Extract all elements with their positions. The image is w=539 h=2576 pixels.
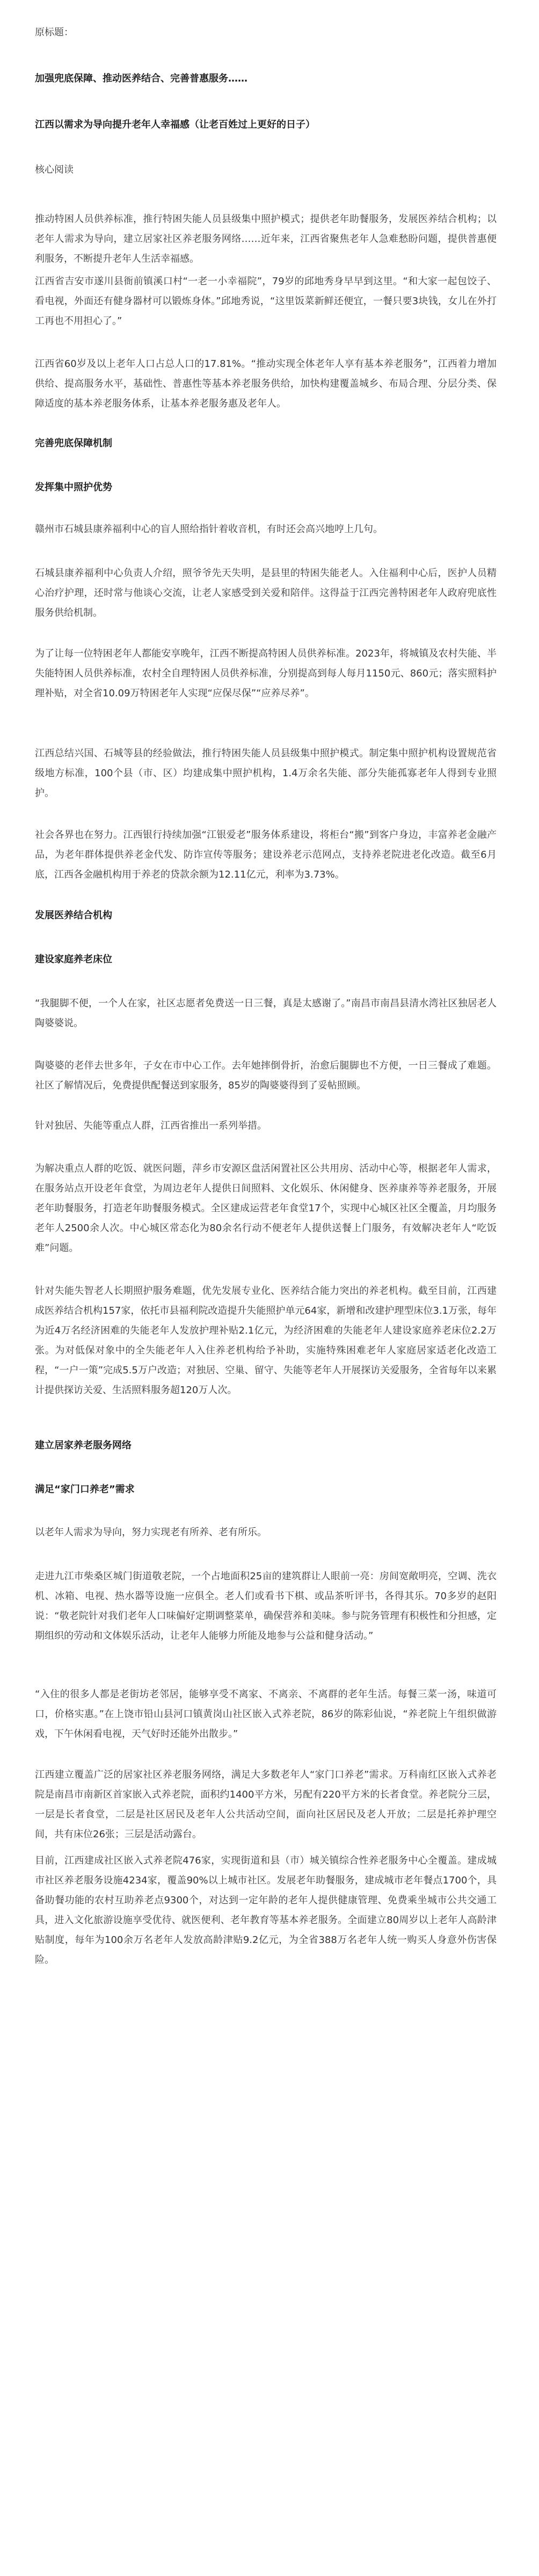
subsection-1-1: 发挥集中照护优势 [35,482,112,493]
section-2: 发展医养结合机构 [35,910,112,921]
para-12: 针对失能失智老人长期照护服务难题，优先发展专业化、医养结合能力突出的养老机构。截至目前，江西建成医养结合机构157家，依托市县福利院改造提升失能照护单元64家，新增和改建护理型床位3.1万张，每年为近4万名经济困难的失能老年人发放护理补贴2.1亿元，为经济困难的失能老年人建设家庭养老床位2.2万张。为对低保对象中的全失能老年人入住养老机构给予补助，实施特殊困难老年人家庭居家适老化改造工程，“一户一策”完成5.5万户改造；对独居、空巢、留守、失能等老年人开展探访关爱服务，全省每年以来累计提供探访关爱、生活照料服务超120万人次。 [35,1285,497,1396]
original-title: 加强兜底保障、推动医养结合、完善普惠服务…… [35,73,247,84]
para-17: 目前，江西建成社区嵌入式养老院476家，实现街道和县（市）城关镇综合性养老服务中心全覆盖。建成城市社区养老服务设施4234家，覆盖90%以上城市社区。发展老年助餐服务，建成城市老年餐点1700个，具备助餐功能的农村互助养老点9300个，对达到一定年龄的老年人提供健康管理、免费乘坐城市公共交通工具，进入文化旅游设施享受优待、就医便利、老年教育等基本养老服务。全面建立80周岁以上老年人高龄津贴制度，每年为100余万名老年人发放高龄津贴9.2亿元，为全省388万名老年人统一购买人身意外伤害保险。 [35,1855,497,1966]
para-10: 针对独居、失能等重点人群，江西省推出一系列举措。 [35,1120,267,1131]
para-8: “我腿脚不便，一个人在家，社区志愿者免费送一日三餐，真是太感谢了。”南昌市南昌县清水湾社区独居老人陶婆婆说。 [35,998,497,1029]
section-3: 建立居家养老服务网络 [35,1440,132,1451]
para-13: 以老年人需求为导向，努力实现老有所养、老有所乐。 [35,1527,267,1538]
para-5: 为了让每一位特困老年人都能安享晚年，江西不断提高特困人员供养标准。2023年，将城镇及农村失能、半失能特困人员供养标准，农村全自理特困人员供养标准，分别提高到每人每月1150元、860元；落实照料护理补贴，对全省10.09万特困老年人实现“应保尽保”“应养尽养”。 [35,648,497,699]
para-15: “入住的很多人都是老街坊老邻居，能够享受不离家、不离亲、不离群的老年生活。每餐三菜一汤，味道可口，价格实惠。”在上饶市铅山县河口镇黄岗山社区嵌入式养老院，86岁的陈彩仙说，“养老院上午组织做游戏，下午休闲看电视，天气好时还能外出散步。” [35,1689,497,1740]
intro-para: 推动特困人员供养标准，推行特困失能人员县级集中照护模式；提供老年助餐服务，发展医养结合机构；以老年人需求为导向，建立居家社区养老服务网络……近年来，江西省聚焦老年人急难愁盼问题，提供普惠便利服务，不断提升老年人生活幸福感。 [35,214,497,264]
headline: 江西以需求为导向提升老年人幸福感（让老百姓过上更好的日子） [35,119,315,130]
para-9: 陶婆婆的老伴去世多年，子女在市中心工作。去年她摔倒骨折，治愈后腿脚也不方便，一日三餐成了难题。社区了解情况后，免费提供配餐送到家服务，85岁的陶婆婆得到了妥帖照顾。 [35,1060,497,1091]
para-4: 石城县康养福利中心负责人介绍，照爷爷先天失明，是县里的特困失能老人。入住福利中心后，医护人员精心治疗护理，还时常与他谈心交流，让老人家感受到关爱和陪伴。这得益于江西完善特困老年人政府兜底性服务供给机制。 [35,568,497,619]
para-2: 江西省60岁及以上老年人口占总人口的17.81%。“推动实现全体老年人享有基本养老服务”，江西着力增加供给、提高服务水平，基础性、普惠性等基本养老服务供给，加快构建覆盖城乡、布局合理、分层分类、保障适度的基本养老服务体系，让基本养老服务惠及老年人。 [35,358,497,409]
para-16: 江西建立覆盖广泛的居家社区养老服务网络，满足大多数老年人“家门口养老”需求。万科南红区嵌入式养老院是南昌市南新区首家嵌入式养老院，面积约1400平方米，另配有220平方米的长者食堂。养老院分三层，一层是长者食堂，二层是社区居民及老年人公共活动空间，面向社区居民及老人开放；二层是托养护理空间，共有床位26张；三层是活动露台。 [35,1769,497,1840]
label-core-reading: 核心阅读 [35,164,74,175]
subsection-3-1: 满足“家门口养老”需求 [35,1484,135,1495]
label-original-title: 原标题： [35,27,74,38]
para-1: 江西省吉安市遂川县衙前镇溪口村“一老一小幸福院”，79岁的邱地秀身早早到这里。“和大家一起包饺子、看电视，外面还有健身器材可以锻炼身体。”邱地秀说，“这里饭菜新鲜还便宜，一餐只要3块钱，女儿在外打工再也不用担心了。” [35,276,497,327]
para-3: 赣州市石城县康养福利中心的盲人照给指针着收音机，有时还会高兴地哼上几句。 [35,524,383,535]
para-14: 走进九江市柴桑区城门街道敬老院，一个占地面积25亩的建筑群让人眼前一亮：房间宽敞明亮，空调、洗衣机、冰箱、电视、热水器等设施一应俱全。老人们或看书下棋、或品茶听评书，各得其乐。70多岁的赵阳说：“敬老院针对我们老年人口味偏好定期调整菜单，确保营养和美味。参与院务管理有积极性和分担感，定期组织的劳动和文体娱乐活动，让老年人能够力所能及地参与公益和健身活动。” [35,1571,497,1642]
para-11: 为解决重点人群的吃饭、就医问题，萍乡市安源区盘活闲置社区公共用房、活动中心等，根据老年人需求，在服务站点开设老年食堂，为周边老年人提供日间照料、文化娱乐、休闲健身、医养康养等养老服务，开展老年助餐服务，打造老年助餐服务模式。全区建成运营老年食堂17个，实现中心城区社区全覆盖，月均服务老年人2500余人次。中心城区常态化为80余名行动不便老年人提供送餐上门服务，有效解决老年人“吃饭难”问题。 [35,1163,497,1254]
section-1: 完善兜底保障机制 [35,438,112,449]
subsection-2-1: 建设家庭养老床位 [35,954,112,965]
para-7: 社会各界也在努力。江西银行持续加强“江银爱老”服务体系建设，将柜台“搬”到客户身边，丰富养老金融产品，为老年群体提供养老金代发、防诈宣传等服务；建设养老示范网点，支持养老院进老化改造。截至6月底，江西各金融机构用于养老的贷款余额为12.11亿元，利率为3.73%。 [35,829,497,880]
para-6: 江西总结兴国、石城等县的经验做法，推行特困失能人员县级集中照护模式。制定集中照护机构设置规范省级地方标准，100个县（市、区）均建成集中照护机构，1.4万余名失能、部分失能孤寡老年人得到专业照护。 [35,748,497,799]
